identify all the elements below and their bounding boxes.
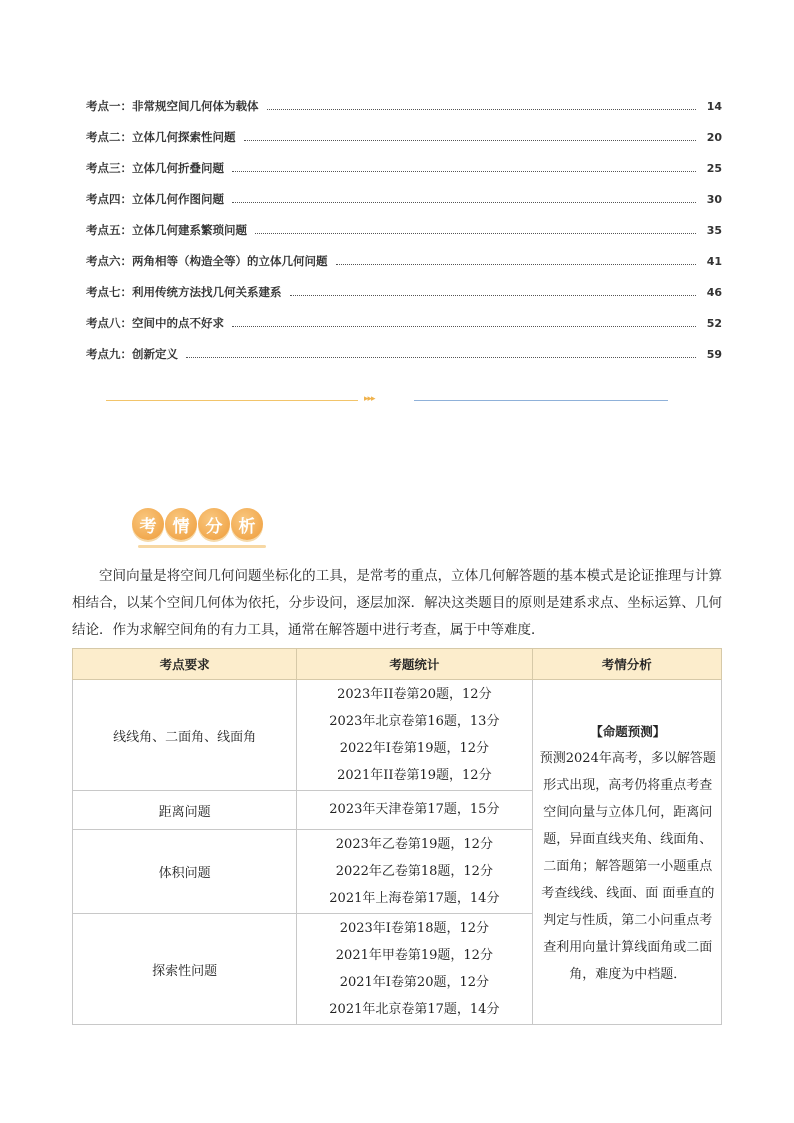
toc-item[interactable] [86,315,722,346]
stats-cell [297,680,532,791]
toc-item-page: 41 [706,255,722,268]
stat-line: 2021年甲卷第19题，12分 [335,948,493,963]
column-header: 考点要求 [73,649,297,680]
requirement-cell: 体积问题 [73,830,297,914]
toc-item[interactable] [86,253,722,284]
table-row [73,680,722,791]
stats-cell [297,830,532,914]
toc-item-title: 考点八：空间中的点不好求 [86,316,224,330]
requirement-cell: 距离问题 [73,791,297,830]
forecast-title: 【命题预测】 [590,724,666,739]
badge-char: 考 [132,508,164,540]
requirement-cell: 线线角、二面角、线面角 [73,680,297,791]
toc-item[interactable] [86,191,722,222]
toc-item-title: 考点二：立体几何探索性问题 [86,130,236,144]
toc-item[interactable] [86,346,722,377]
toc-item[interactable] [86,129,722,160]
column-header: 考题统计 [297,649,532,680]
toc-item-page: 30 [706,193,722,206]
stat-line: 2023年天津卷第17题，15分 [329,802,500,817]
badge-char: 分 [198,508,230,540]
triple-arrow-icon: ▸▸▸ [364,394,375,404]
toc-item-page: 46 [706,286,722,299]
stats-cell [297,791,532,830]
stat-line: 2022年乙卷第18题，12分 [335,864,493,879]
toc-leader-dots [255,232,696,234]
badge-underline [138,545,266,548]
divider-line-left [106,400,358,401]
toc-item-page: 59 [706,348,722,361]
analysis-table [72,648,722,1025]
stat-line: 2021年北京卷第17题，14分 [329,1002,500,1017]
toc-item-title: 考点五：立体几何建系繁琐问题 [86,223,247,237]
stats-cell [297,914,532,1025]
stat-line: 2021年I卷第20题，12分 [339,975,490,990]
stat-line: 2021年上海卷第17题，14分 [329,891,500,906]
toc-item[interactable] [86,284,722,315]
toc-leader-dots [290,294,697,296]
toc-item[interactable] [86,160,722,191]
stat-line: 2023年II卷第20题，12分 [337,687,492,702]
toc-item-title: 考点六：两角相等（构造全等）的立体几何问题 [86,254,328,268]
stat-line: 2022年I卷第19题，12分 [339,741,490,756]
toc-item-page: 20 [706,131,722,144]
column-header: 考情分析 [532,649,721,680]
toc-item-title: 考点七：利用传统方法找几何关系建系 [86,285,282,299]
toc-leader-dots [186,356,696,358]
forecast-cell [532,680,721,1025]
forecast-text: 预测2024年高考，多以解答题形式出现，高考仍将重点考查空间向量与立体几何，距离问题，异面直线夹角、线面角、二面角；解答题第一小题重点考查线线、线面、面 面垂直的判定与性质，第二小问重点考查利用向量计算线面角或二面角，难度为中档题． [539,751,716,982]
toc-item-page: 52 [706,317,722,330]
toc-item-title: 考点一：非常规空间几何体为载体 [86,99,259,113]
section-divider [106,394,668,404]
toc-item[interactable] [86,98,722,129]
toc-leader-dots [336,263,697,265]
toc-leader-dots [232,325,696,327]
toc-leader-dots [232,201,696,203]
toc-item-title: 考点九：创新定义 [86,347,178,361]
toc-item-title: 考点三：立体几何折叠问题 [86,161,224,175]
toc-item-title: 考点四：立体几何作图问题 [86,192,224,206]
table-header-row [73,649,722,680]
toc-item-page: 14 [706,100,722,113]
stat-line: 2023年乙卷第19题，12分 [335,837,493,852]
toc-item[interactable] [86,222,722,253]
toc-leader-dots [244,139,697,141]
toc-item-page: 25 [706,162,722,175]
toc-leader-dots [267,108,697,110]
stat-line: 2023年北京卷第16题，13分 [329,714,500,729]
intro-paragraph: 空间向量是将空间几何问题坐标化的工具，是常考的重点，立体几何解答题的基本模式是论证推理与计算相结合，以某个空间几何体为依托，分步设问，逐层加深．解决这类题目的原则是建系求点、坐标运算、几何结论．作为求解空间角的有力工具，通常在解答题中进行考查，属于中等难度． [72,568,722,638]
toc-item-page: 35 [706,224,722,237]
section-heading-badge [132,508,263,540]
toc-leader-dots [232,170,696,172]
badge-char: 析 [231,508,263,540]
stat-line: 2021年II卷第19题，12分 [337,768,492,783]
divider-line-right [414,400,668,401]
stat-line: 2023年I卷第18题，12分 [339,921,490,936]
table-of-contents [86,98,722,377]
badge-char: 情 [165,508,197,540]
requirement-cell: 探索性问题 [73,914,297,1025]
